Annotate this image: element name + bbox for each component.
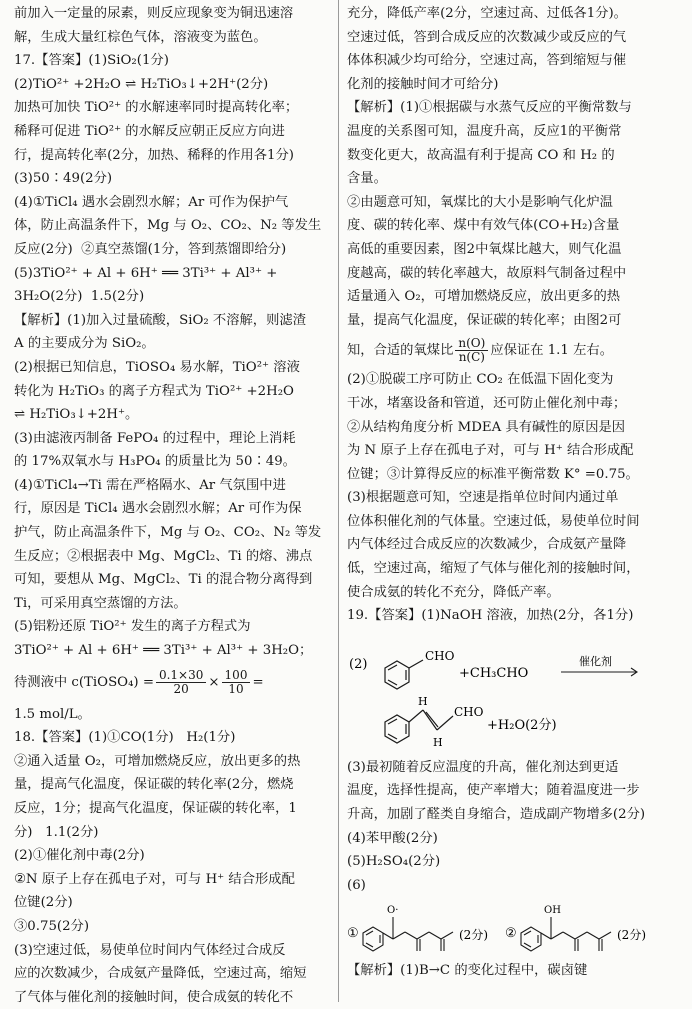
text-line: (5)H₂SO₄(2分)	[347, 854, 441, 870]
item-number-2: ②	[505, 926, 517, 942]
oxygen-coal-fraction	[455, 337, 488, 364]
equals-sign: =	[252, 674, 264, 690]
q19-explanation-heading: 【解析】(1)B→C 的变化过程中，碳卤键	[347, 963, 588, 979]
text-line: 干冰，堵塞设备和管道，还可防止催化剂中毒；	[347, 395, 627, 411]
text-line: ②通入适量 O₂，可增加燃烧反应，放出更多的热	[14, 753, 301, 769]
cinnamaldehyde-product	[347, 694, 677, 754]
text-line: 为 N 原子上存在孤电子对，可与 H⁺ 结合形成配	[347, 443, 634, 459]
q19-answer-heading: 19.【答案】(1)NaOH 溶液，加热(2分，各1分)	[347, 608, 634, 624]
text-line: 反应，1分；提高气化温度，保证碳的转化率，1	[14, 801, 297, 816]
text-line: (5)3TiO²⁺ + Al + 6H⁺ ══ 3Ti³⁺ + Al³⁺ +	[14, 265, 278, 281]
fraction-denominator: 10	[228, 682, 244, 697]
reaction-label: (2)	[349, 656, 368, 672]
ratio-suffix: 应保证在 1.1 左右。	[490, 342, 613, 358]
text-line: 1.5 mol/L。	[14, 706, 91, 722]
aldehyde-group-label: CHO	[425, 648, 455, 663]
text-line: 护气，防止高温条件下，Mg 与 O₂、CO₂、N₂ 等发	[14, 525, 322, 541]
fraction-denominator: n(C)	[458, 349, 485, 364]
text-line: (2)TiO²⁺ +2H₂O ⇌ H₂TiO₃↓+2H⁺(2分)	[14, 76, 269, 92]
text-line: 解，生成大量红棕色气体，溶液变为蓝色。	[14, 29, 267, 45]
fraction-numerator: 0.1×30	[156, 669, 206, 683]
text-line: 使合成氨的转化不充分，降低产率。	[347, 584, 560, 600]
aldol-reaction-scheme	[347, 630, 677, 692]
catalyst-label: 催化剂	[579, 654, 612, 668]
hydrogen-label: H	[418, 694, 428, 708]
text-line: 位键；③计算得反应的标准平衡常数 K° =0.75。	[347, 466, 639, 482]
text-line: ②N 原子上存在孤电子对，可与 H⁺ 结合形成配	[14, 871, 295, 887]
text-line: (5)铝粉还原 TiO²⁺ 发生的离子方程式为	[14, 619, 251, 635]
text-line: 反应(2分) ②真空蒸馏(1分，答到蒸馏即给分)	[14, 241, 287, 257]
text-line: 应的次数减少，合成氨产量降低，空速过高，缩短	[14, 966, 307, 982]
q17-answer-heading: 17.【答案】(1)SiO₂(1分)	[14, 53, 169, 69]
reaction-arrow-icon	[561, 668, 637, 676]
text-line: 高低的重要因素，图2中氧煤比越大，则气化温	[347, 241, 622, 257]
ratio-prefix: 知，合适的氧煤比	[347, 342, 454, 358]
oxygen-coal-ratio-line	[347, 332, 677, 368]
text-line: 稀释可促进 TiO²⁺ 的水解反应朝正反应方向进	[14, 123, 285, 139]
text-line: 数变化更大，故高温有利于提高 CO 和 H₂ 的	[347, 147, 615, 163]
text-line: 量，提高气化温度，保证碳的转化率；由图2可	[347, 312, 622, 328]
times-sign: ×	[208, 674, 220, 690]
text-line: 位体积催化剂的气体量。空速过低，易使单位时间	[347, 513, 640, 529]
text-line: 体体积减少均可给分，空速过高，答到缩短与催	[347, 53, 627, 69]
text-line: 3H₂O(2分) 1.5(2分)	[14, 289, 145, 305]
text-line: 空速过低，答到合成反应的次数减少或反应的气	[347, 29, 627, 45]
hydroxyl-label: OH	[544, 905, 561, 917]
text-line: 适量通入 O₂，可增加燃烧反应，放出更多的热	[347, 289, 621, 305]
text-line: (4)①TiCl₄ 遇水会剧烈水解；Ar 可作为保护气	[14, 194, 289, 210]
text-line: 了气体与催化剂的接触时间，使合成氨的转化不	[14, 989, 294, 1005]
text-line: 可知，要想从 Mg、MgCl₂、Ti 的混合物分离得到	[14, 572, 313, 588]
text-line: 低，空速过高，缩短了气体与催化剂的接触时间，	[347, 561, 640, 577]
vinyl-bond-icon	[409, 710, 453, 730]
text-line: ⇌ H₂TiO₃↓+2H⁺。	[14, 407, 139, 423]
text-line: A 的主要成分为 SiO₂。	[14, 336, 155, 352]
text-line: (3)由滤液丙制备 FePO₄ 的过程中，理论上消耗	[14, 430, 296, 446]
benzene-ring-icon	[521, 927, 541, 951]
text-line: (4)①TiCl₄→Ti 需在严格隔水、Ar 气氛围中进	[14, 477, 286, 493]
text-line: Ti，可采用真空蒸馏的方法。	[14, 595, 187, 611]
text-line: (4)苯甲酸(2分)	[347, 830, 438, 846]
q18-explanation-heading: 【解析】(1)①根据碳与水蒸气反应的平衡常数与	[347, 100, 632, 116]
text-line: 加热可加快 TiO²⁺ 的水解速率同时提高转化率；	[14, 100, 299, 116]
intermediate-structures	[347, 899, 677, 957]
item-number-1: ①	[347, 926, 359, 942]
text-line: 量，提高气化温度，保证碳的转化率(2分，燃烧	[14, 777, 294, 793]
benzene-ring-icon	[385, 660, 423, 689]
acetaldehyde-label: +CH₃CHO	[459, 665, 529, 681]
text-line: 内气体经过合成反应的次数减少，合成氨产量降	[347, 537, 627, 553]
text-line: ③0.75(2分)	[14, 918, 90, 934]
text-line: 3TiO²⁺ + Al + 6H⁺ ══ 3Ti³⁺ + Al³⁺ + 3H₂O；	[14, 643, 313, 659]
text-line: 分) 1.1(2分)	[14, 824, 99, 840]
text-line: 含量。	[347, 171, 387, 187]
points-label: (2分)	[617, 928, 646, 943]
fraction-numerator: n(O)	[455, 337, 488, 351]
text-line: 温度，选择性提高，使产率增大；随着温度进一步	[347, 783, 640, 799]
fraction-denominator: 20	[173, 682, 189, 697]
hydrogen-label: H	[433, 735, 443, 749]
text-line: 充分，降低产率(2分，空速过高、过低各1分)。	[347, 6, 627, 21]
q17-explanation-heading: 【解析】(1)加入过量硫酸，SiO₂ 不溶解，则滤渣	[14, 312, 306, 328]
text-line: (3)空速过低，易使单位时间内气体经过合成反	[14, 942, 286, 958]
text-line: 转化为 H₂TiO₃ 的离子方程式为 TiO²⁺ +2H₂O	[14, 383, 294, 399]
fraction-2	[222, 669, 251, 696]
text-line: 的 17%双氧水与 H₃PO₄ 的质量比为 50∶49。	[14, 454, 296, 470]
aldehyde-group-label: CHO	[454, 704, 484, 719]
text-line: 位键(2分)	[14, 895, 73, 911]
text-line: 行，原因是 TiCl₄ 遇水会剧烈水解；Ar 可作为保	[14, 501, 302, 517]
oxygen-radical-label: O·	[387, 905, 399, 917]
text-line: (6)	[347, 877, 366, 893]
benzene-ring-icon	[385, 715, 409, 743]
text-line: ②从结构角度分析 MDEA 具有碱性的原因是因	[347, 419, 626, 435]
text-line: 温度的关系图可知，温度升高，反应1的平衡常	[347, 123, 622, 139]
right-column	[347, 2, 677, 983]
text-line: 生反应；②根据表中 Mg、MgCl₂、Ti 的熔、沸点	[14, 548, 313, 564]
text-line: (3)根据题意可知，空速是指单位时间内通过单	[347, 490, 619, 506]
text-line: 度越高，碳的转化率越大，故原料气制备过程中	[347, 265, 627, 281]
side-chain-icon	[383, 917, 453, 951]
text-line: (2)①脱碳工序可防止 CO₂ 在低温下固化变为	[347, 372, 614, 388]
text-line: 行，提高转化率(2分，加热、稀释的作用各1分)	[14, 147, 294, 163]
text-line: (3)50∶49(2分)	[14, 171, 113, 187]
text-line: ②由题意可知，氧煤比的大小是影响气化炉温	[347, 194, 613, 210]
text-line: 前加入一定量的尿素，则反应现象变为铜迅速溶	[14, 6, 294, 21]
text-line: 度、碳的转化率、煤中有效气体(CO+H₂)含量	[347, 218, 620, 234]
benzene-ring-icon	[363, 927, 383, 951]
fraction-1	[156, 669, 206, 696]
points-label: (2分)	[459, 928, 488, 943]
text-line: (3)最初随着反应温度的升高，催化剂达到更适	[347, 759, 619, 775]
q18-answer-heading: 18.【答案】(1)①CO(1分) H₂(1分)	[14, 730, 236, 746]
text-line: 体，防止高温条件下，Mg 与 O₂、CO₂、N₂ 等发生	[14, 218, 322, 234]
left-column	[14, 2, 344, 1009]
side-chain-icon	[541, 917, 611, 951]
text-line: (2)根据已知信息，TiOSO₄ 易水解，TiO²⁺ 溶液	[14, 359, 300, 375]
water-product-label: +H₂O(2分)	[487, 717, 557, 733]
concentration-equation	[14, 663, 344, 703]
text-line: 化剂的接触时间才可给分)	[347, 76, 499, 92]
fraction-numerator: 100	[222, 669, 251, 683]
equation-prefix: 待测液中 c(TiOSO₄) =	[14, 674, 154, 690]
text-line: 升高，加剧了醛类自身缩合，造成副产物增多(2分)	[347, 807, 646, 823]
text-line: (2)①催化剂中毒(2分)	[14, 848, 145, 864]
